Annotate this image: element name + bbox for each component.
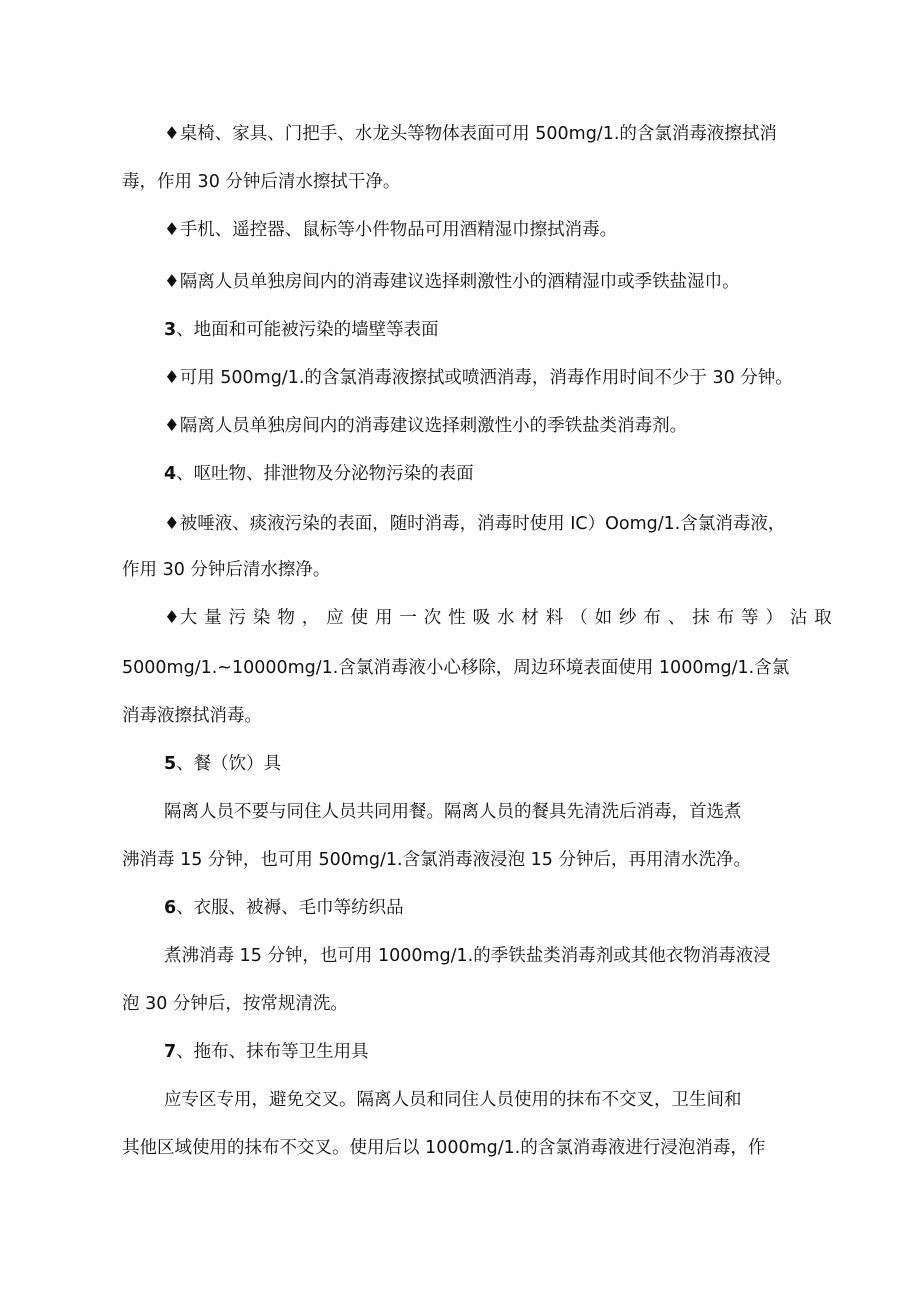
section-heading-4 [164,462,474,486]
heading-number: 7 [164,1042,177,1062]
paragraph-line: 隔离人员不要与同住人员共同用餐。隔离人员的餐具先清洗后消毒，首选煮 [164,802,742,822]
justified-char: 沾 [789,608,808,628]
paragraph-line: 5000mg∕1.~10000mg∕1.含氯消毒液小心移除，周边环境表面使用 1000mg∕1.含氯 [122,658,790,678]
paragraph-line: 其他区域使用的抹布不交叉。使用后以 1000mg∕1.的含氯消毒液进行浸泡消毒，作 [122,1138,766,1158]
paragraph-line: ♦可用 500mg∕1.的含氯消毒液擦拭或喷洒消毒，消毒作用时间不少于 30 分钟。 [164,368,793,388]
heading-text: 、衣服、被褥、毛巾等纺织品 [176,898,404,918]
justified-char: 材 [521,608,539,628]
justified-char: 布 [716,608,735,628]
paragraph-line: ♦隔离人员单独房间内的消毒建议选择刺激性小的季铁盐类消毒剂。 [164,416,688,436]
justified-char: 布 [643,608,661,628]
paragraph-line: 毒，作用 30 分钟后清水擦拭干净。 [122,172,401,192]
justified-char: 吸 [472,608,491,628]
justified-char: 量 [204,608,222,628]
justified-char: 物 [277,608,295,628]
section-heading-3 [164,318,439,342]
heading-number: 3 [164,320,177,340]
justified-char: ， [301,608,320,628]
justified-char: 用 [374,608,393,628]
paragraph-line: 作用 30 分钟后清水擦净。 [122,560,331,580]
justified-char: 、 [667,608,686,628]
paragraph-line: 沸消毒 15 分钟，也可用 500mg∕1.含氯消毒液浸泡 15 分钟后，再用清水洗净。 [122,850,751,870]
justified-char: 使 [350,608,369,628]
section-heading-6 [164,896,404,920]
justified-char: 取 [814,608,832,628]
justified-char: 等 [741,608,759,628]
heading-text: 、呕吐物、排泄物及分泌物污染的表面 [176,464,474,484]
justified-char: 染 [252,608,271,628]
justified-char: 一 [399,608,417,628]
paragraph-line: ♦被唾液、痰液污染的表面，随时消毒，消毒时使用 IC）Oomg/1.含氯消毒液， [164,514,786,534]
justified-char: 抹 [692,608,710,628]
justified-char: （ [570,608,588,628]
heading-number: 5 [164,754,177,774]
paragraph-line: 消毒液擦拭消毒。 [122,706,262,726]
paragraph-line: 应专区专用，避免交叉。隔离人员和同住人员使用的抹布不交叉，卫生间和 [164,1090,742,1110]
paragraph-line: ♦桌椅、家具、门把手、水龙头等物体表面可用 500mg∕1.的含氯消毒液擦拭消 [164,124,777,144]
justified-char: 性 [448,608,466,628]
section-heading-7 [164,1040,369,1064]
paragraph-line: 泡 30 分钟后，按常规清洗。 [122,994,348,1014]
heading-text: 、餐（饮）具 [176,754,282,774]
justified-char: 应 [326,608,344,628]
justified-char: ） [765,608,783,628]
justified-char: 如 [594,608,613,628]
paragraph-line: 煮沸消毒 15 分钟，也可用 1000mg∕1.的季铁盐类消毒剂或其他衣物消毒液浸 [164,946,771,966]
justified-char: 污 [228,608,247,628]
justified-char: ♦大 [164,608,198,628]
heading-text: 、地面和可能被污染的墙壁等表面 [176,320,439,340]
paragraph-line-justified [164,606,832,630]
justified-char: 料 [545,608,564,628]
paragraph-line: ♦隔离人员单独房间内的消毒建议选择刺激性小的酒精湿巾或季铁盐湿巾。 [164,272,740,292]
heading-text: 、拖布、抹布等卫生用具 [176,1042,369,1062]
heading-number: 6 [164,898,177,918]
section-heading-5 [164,752,281,776]
heading-number: 4 [164,464,177,484]
justified-char: 次 [423,608,442,628]
justified-char: 水 [496,608,515,628]
paragraph-line: ♦手机、遥控器、鼠标等小件物品可用酒精湿巾擦拭消毒。 [164,220,618,240]
justified-char: 纱 [619,608,637,628]
